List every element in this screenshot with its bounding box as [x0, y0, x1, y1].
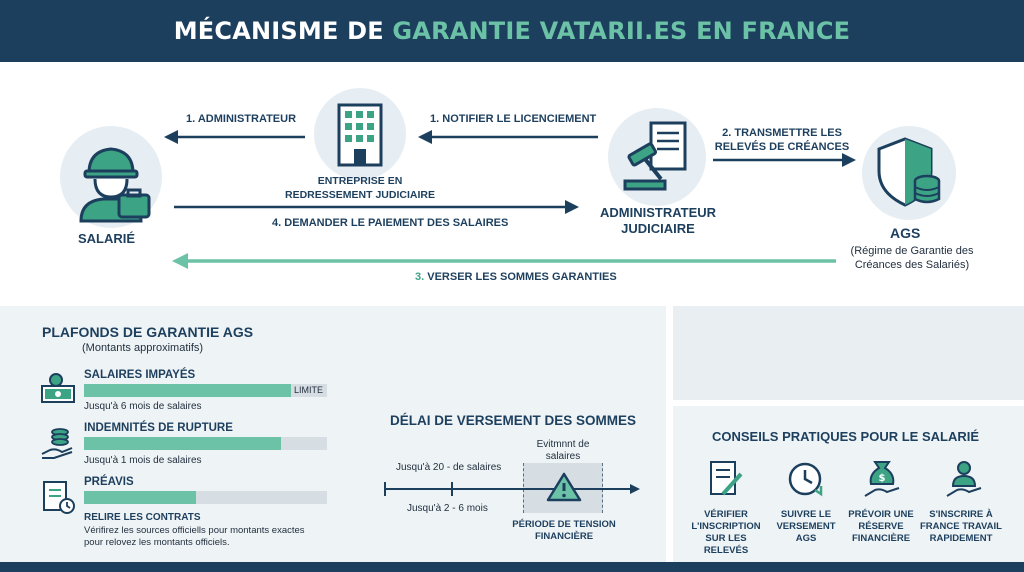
clock-refresh-icon: [785, 458, 827, 500]
document-clock-icon: [40, 478, 78, 516]
entreprise-label: ENTREPRISE EN REDRESSEMENT JUDICIAIRE: [285, 175, 435, 201]
plafond-item-1-note: Jusqu'à 6 mois de salaires: [84, 401, 202, 412]
salarie-label: SALARIÉ: [78, 231, 136, 246]
warning-icon: [546, 471, 582, 503]
step2-label: 2. TRANSMETTRE LES RELEVÉS DE CRÉANCES: [714, 127, 850, 154]
lower-right-top-panel: [673, 306, 1024, 400]
plafond-item-2-note: Jusqu'à 1 mois de salaires: [84, 455, 202, 466]
plafond-item-3-fill: [84, 491, 196, 504]
plafond-item-1-bar: [84, 384, 327, 397]
delai-lower-label: Jusqu'à 2 - 6 mois: [407, 503, 488, 514]
conseil-item-4: S'INSCRIRE À FRANCE TRAVAIL RAPIDEMENT: [920, 509, 1002, 544]
footer-bar: [0, 562, 1024, 572]
delai-upper-label: Jusqu'à 20 - de salaires: [396, 462, 502, 473]
document-pen-icon: [705, 458, 745, 500]
ags-label: AGS: [890, 225, 921, 241]
step3-label: 3. VERSER LES SOMMES GARANTIES: [415, 271, 617, 283]
step1b-label: 1. NOTIFIER LE LICENCIEMENT: [430, 113, 597, 125]
timeline: [380, 476, 644, 502]
plafond-item-2-bar: [84, 437, 327, 450]
plafond-item-1-fill: [84, 384, 291, 397]
conseil-item-1: VÉRIFIER L'INSCRIPTION SUR LES RELEVÉS: [691, 509, 761, 556]
plafond-item-1-tag: LIMITE: [293, 385, 323, 395]
conseil-item-3: PRÉVOIR UNE RÉSERVE FINANCIÈRE: [848, 509, 914, 544]
page-title: MÉCANISME DE GARANTIE VATARII.ES EN FRANCE: [173, 17, 851, 45]
plafonds-title: PLAFONDS DE GARANTIE AGS: [42, 324, 254, 340]
plafond-item-3-label: PRÉAVIS: [84, 476, 134, 488]
person-hand-icon: [943, 458, 985, 500]
administrateur-label: ADMINISTRATEUR JUDICIAIRE: [599, 205, 717, 236]
ags-sublabel: (Régime de Garantie des Créances des Salariés): [850, 245, 974, 272]
step1a-label: 1. ADMINISTRATEUR: [186, 113, 297, 125]
conseil-item-2: SUIVRE LE VERSEMENT AGS: [776, 509, 836, 544]
tension-zone-top-label: Evitmnnt de salaires: [536, 439, 590, 462]
plafond-footnote: Vérifirez les sources officiells pour montants exactes pour relovez les montants officiels.: [84, 525, 305, 549]
money-bag-icon: [861, 456, 903, 500]
plafond-item-2-fill: [84, 437, 281, 450]
tension-zone-bottom-label: PÉRIODE DE TENSION FINANCIÈRE: [512, 519, 616, 543]
step4-label: 4. DEMANDER LE PAIEMENT DES SALAIRES: [272, 217, 509, 229]
svg-text:$: $: [878, 473, 886, 484]
hand-coins-icon: [38, 424, 78, 462]
plafond-item-3-bar: [84, 491, 327, 504]
delai-title: DÉLAI DE VERSEMENT DES SOMMES: [390, 413, 637, 428]
plafond-item-3-note: RELIRE LES CONTRATS: [84, 512, 201, 523]
banknote-icon: [38, 372, 78, 406]
plafonds-subtitle: (Montants approximatifs): [82, 342, 204, 354]
plafond-item-2-label: INDEMNITÉS DE RUPTURE: [84, 422, 233, 434]
conseils-title: CONSEILS PRATIQUES POUR LE SALARIÉ: [712, 429, 980, 444]
plafond-item-1-label: SALAIRES IMPAYÉS: [84, 369, 196, 381]
